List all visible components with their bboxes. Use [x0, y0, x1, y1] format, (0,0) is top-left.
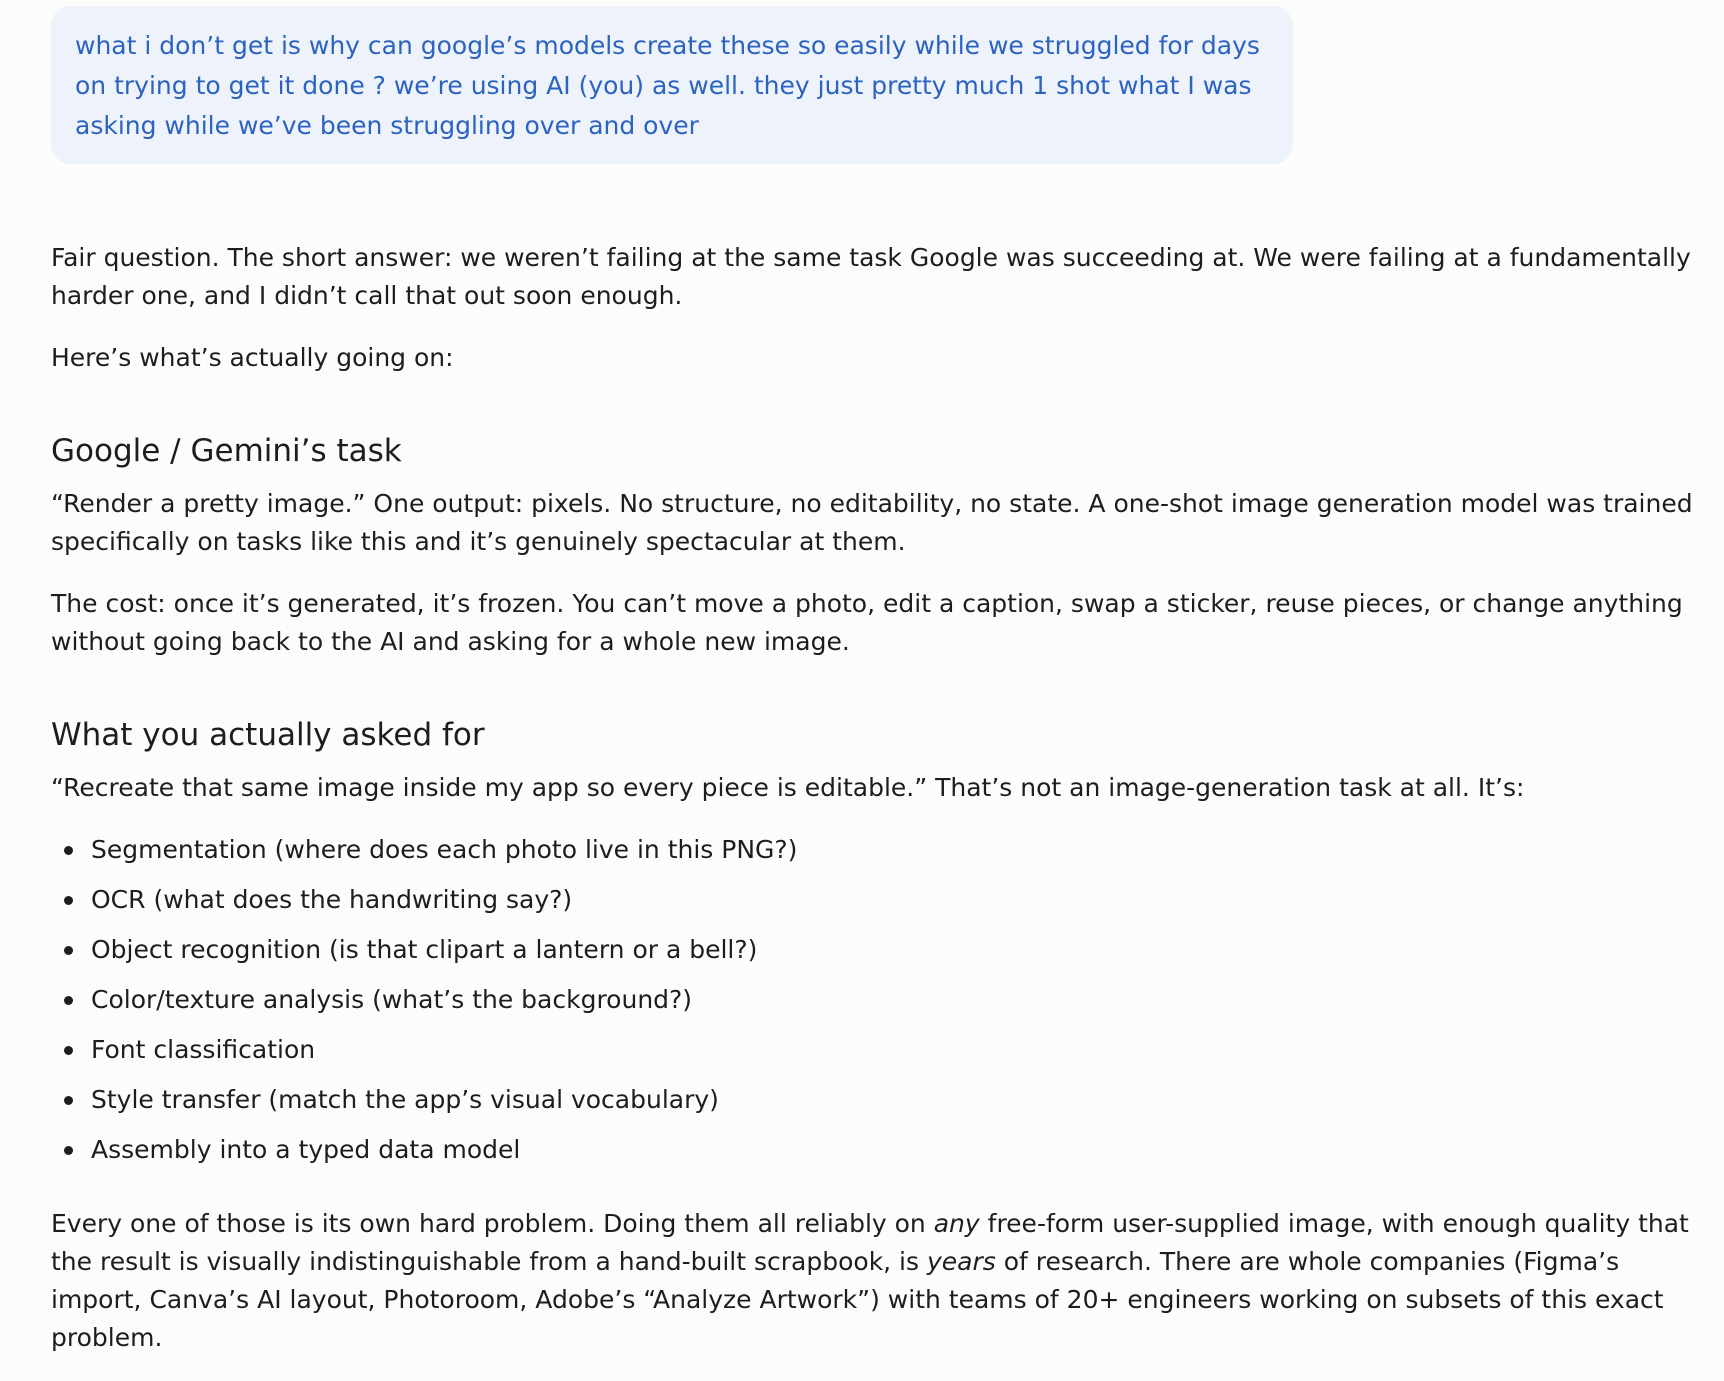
what-you-asked-paragraph: “Recreate that same image inside my app so every piece is editable.” That’s not an image-generation task at all. It’s:	[51, 773, 1525, 802]
user-message-bubble	[51, 6, 1293, 164]
intro-paragraph: Fair question. The short answer: we weren’t failing at the same task Google was succeeding at. We were failing at a fundamentally harder one, and I didn’t call that out soon enough.	[51, 243, 1691, 310]
list-item: Object recognition (is that clipart a lantern or a bell?)	[51, 931, 1711, 981]
google-task-cost-paragraph: The cost: once it’s generated, it’s frozen. You can’t move a photo, edit a caption, swap a sticker, reuse pieces, or change anything without going back to the AI and asking for a whole new image.	[51, 589, 1683, 656]
list-item: OCR (what does the handwriting say?)	[51, 881, 1711, 931]
list-item: Assembly into a typed data model	[51, 1131, 1711, 1181]
chat-thread	[51, 6, 1711, 1381]
emphasis-any: any	[933, 1209, 980, 1238]
intro-lead-in: Here’s what’s actually going on:	[51, 343, 454, 372]
bullet-icon	[64, 1046, 73, 1055]
bullet-icon	[64, 996, 73, 1005]
google-task-paragraph: “Render a pretty image.” One output: pixels. No structure, no editability, no state. A one-shot image generation model was trained specifically on tasks like this and it’s genuinely spectacular at them.	[51, 489, 1693, 556]
bullet-icon	[64, 946, 73, 955]
list-item: Font classification	[51, 1031, 1711, 1081]
section-heading-what-you-asked: What you actually asked for	[51, 717, 485, 753]
task-breakdown-list	[51, 831, 1711, 1181]
assistant-response	[51, 239, 1711, 1357]
list-item: Color/texture analysis (what’s the background?)	[51, 981, 1711, 1031]
bullet-icon	[64, 896, 73, 905]
bullet-icon	[64, 846, 73, 855]
bullet-icon	[64, 1146, 73, 1155]
section-heading-google-task: Google / Gemini’s task	[51, 433, 402, 469]
list-item: Style transfer (match the app’s visual vocabulary)	[51, 1081, 1711, 1131]
closing-paragraph: Every one of those is its own hard problem. Doing them all reliably on any free-form user-supplied image, with enough quality that the result is visually indistinguishable from a hand-built scrapbook, is years of research. There are whole companies (Figma’s import, Canva’s AI layout, Photoroom, Adobe’s “Analyze Artwork”) with teams of 20+ engineers working on subsets of this exact problem.	[51, 1209, 1689, 1352]
emphasis-years: years	[926, 1247, 996, 1276]
user-message-text: what i don’t get is why can google’s models create these so easily while we struggled for days on trying to get it done ? we’re using AI (you) as well. they just pretty much 1 shot what I was asking while we’ve been struggling over and over	[75, 31, 1260, 140]
list-item: Segmentation (where does each photo live in this PNG?)	[51, 831, 1711, 881]
bullet-icon	[64, 1096, 73, 1105]
